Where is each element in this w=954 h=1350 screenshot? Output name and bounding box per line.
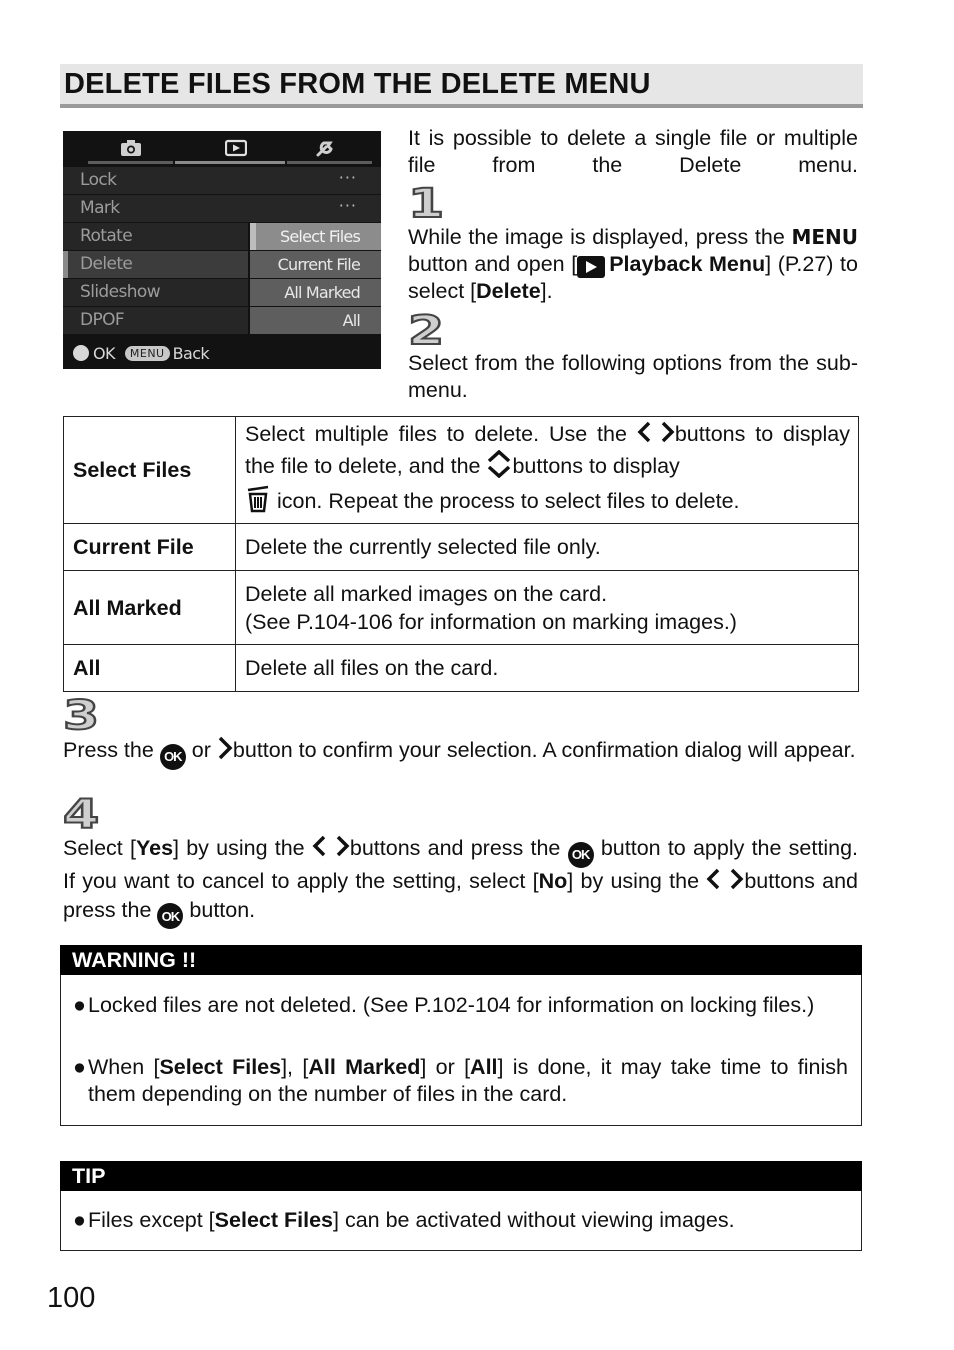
- camera-menu-item-delete: Delete Current File: [63, 251, 381, 278]
- table-row: Current File Delete the currently selected file only.: [64, 524, 859, 571]
- ok-button-icon: OK: [160, 744, 186, 770]
- camera-menu-item-mark: Mark ···: [63, 195, 381, 222]
- step-number-4: 4: [63, 792, 100, 838]
- tip-bullet: ● Files except [Select Files] can be activated without viewing images.: [73, 1208, 735, 1232]
- trash-icon: [245, 485, 271, 520]
- table-row: All Marked Delete all marked images on the card. (See P.104-106 for information on marking images.): [64, 571, 859, 645]
- delete-options-table: [63, 416, 859, 692]
- step-number-2: 2: [408, 308, 445, 354]
- submenu-item-all: All: [250, 307, 381, 334]
- submenu-item-current-file: Current File: [250, 251, 381, 278]
- step4-text: Select [Yes] by using the buttons and press the OK button to apply the setting. If you want to cancel to apply the setting, select [No] by using the buttons and press the OK button.: [63, 835, 858, 929]
- warning-heading: WARNING !!: [60, 945, 862, 975]
- section-title-bar: [60, 64, 863, 108]
- tip-box: [60, 1191, 862, 1251]
- page-number: 100: [47, 1282, 96, 1314]
- ok-button-icon: OK: [568, 842, 594, 868]
- wrench-icon: [283, 131, 368, 165]
- warning-box: [60, 975, 862, 1126]
- up-down-arrows-icon: [486, 450, 512, 485]
- camera-menu-item-rotate: Rotate Select Files: [63, 223, 381, 250]
- warning-bullet-1: ● Locked files are not deleted. (See P.102-104 for information on locking files.): [73, 993, 815, 1017]
- submenu-item-all-marked: All Marked: [250, 279, 381, 306]
- camera-menu-screen: [63, 131, 381, 369]
- step3-text: Press the OK or button to confirm your selection. A confirmation dialog will appear.: [63, 736, 858, 770]
- left-right-arrows-icon: [637, 421, 675, 450]
- left-right-arrows-icon: [312, 835, 350, 864]
- left-right-arrows-icon: [706, 868, 744, 897]
- menu-button-icon: MENU: [125, 346, 170, 361]
- playback-icon: [193, 131, 278, 165]
- step-number-3: 3: [63, 693, 100, 739]
- camera-menu-item-lock: Lock ···: [63, 167, 381, 194]
- camera-icon: [88, 131, 173, 165]
- table-row: Select Files Select multiple files to delete. Use the buttons to display the file to delete, and the buttons to display icon. Repeat the process to select files to delete.: [64, 417, 859, 524]
- intro-line: It is possible to delete a single file or multiple file from the Delete menu.: [408, 126, 858, 177]
- page-title: DELETE FILES FROM THE DELETE MENU: [64, 68, 651, 100]
- camera-menu-tabs: [63, 131, 381, 165]
- tip-heading: TIP: [60, 1161, 862, 1191]
- warning-bullet-2: ● When [Select Files], [All Marked] or [All] is done, it may take time to finish them depending on the number of files in the card.: [73, 1055, 848, 1106]
- camera-menu-footer: OK MENU Back: [73, 341, 209, 365]
- menu-button-glyph: MENU: [791, 225, 858, 249]
- camera-menu-item-dpof: DPOF All: [63, 307, 381, 334]
- playback-icon: [577, 256, 605, 278]
- right-arrow-icon: [217, 736, 233, 767]
- table-row: All Delete all files on the card.: [64, 645, 859, 692]
- step2-text: Select from the following options from the sub-menu.: [408, 351, 858, 402]
- step1-text: While the image is displayed, press the MENU button and open [ Playback Menu] (P.27) to select [Delete].: [408, 225, 858, 303]
- camera-menu-item-slideshow: Slideshow All Marked: [63, 279, 381, 306]
- submenu-item-select-files: Select Files: [250, 223, 381, 250]
- ok-button-icon: [73, 345, 89, 361]
- step-number-1: 1: [408, 181, 445, 227]
- ok-button-icon: OK: [157, 903, 183, 929]
